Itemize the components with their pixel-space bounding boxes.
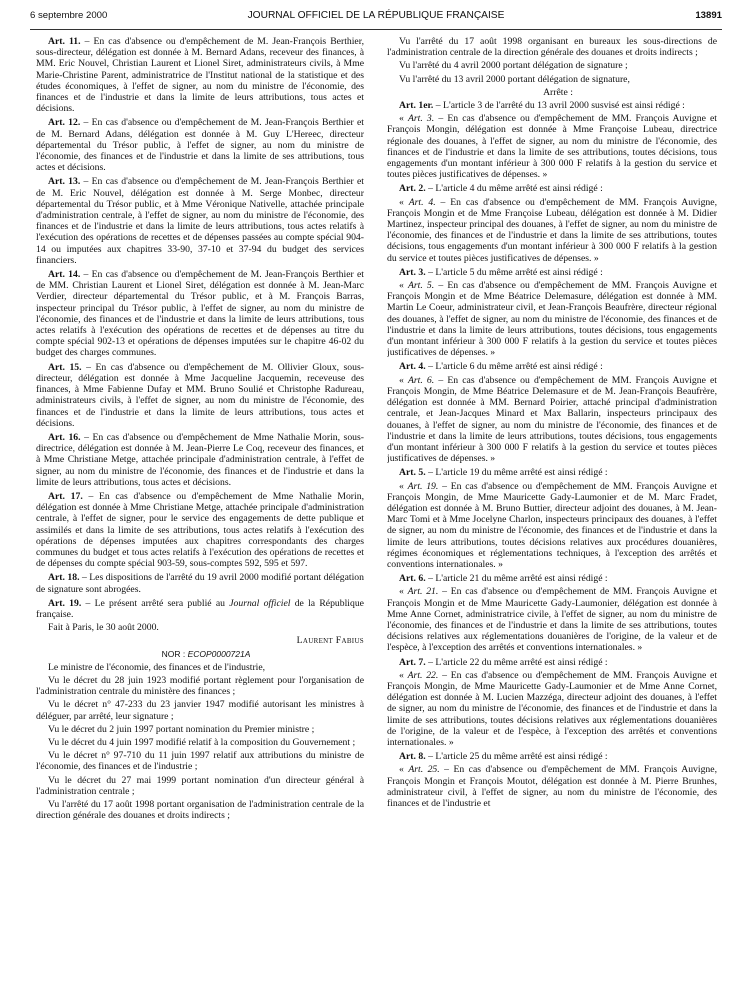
article-paragraph: [36, 491, 364, 569]
article-text: – En cas d'absence ou d'empêchement de Mme Nathalie Morin, délégation est donnée à Mme Christiane Metge, attachée principale d'administration centrale, à l'effet de signer, pour le service des engagements de dette publique et assimilés et dans la limite de ses attributions, tous actes relatifs à l'exécution des opérations de dépenses imputées aux chapitres correspondants des charges communes du budget et tous actes relatifs à l'exécution des opérations de recettes et de dépenses du compte spécial 903-59, sous-comptes 592, 595 et 597.: [36, 490, 364, 570]
article-paragraph: [36, 117, 364, 173]
article-label: Art. 13.: [48, 176, 81, 188]
page-header: [30, 10, 722, 26]
article-text: – En cas d'absence ou d'empêchement de M. Jean-François Berthier et de M. Bernard Adans, délégation est donnée à M. Guy L'Hereec, directeur départemental du Trésor public, à l'effet de signer, au nom du ministre de l'économie, des finances et de l'industrie et dans la limite de ses attributions, tous actes et décisions.: [36, 117, 364, 174]
quoted-text: – En cas d'absence ou d'empêchement de MM. François Auvigne, François Mongin et de Mme Françoise Lubeau, délégation est donnée à M. Didier Martinez, inspecteur principal des douanes, à l'effet de signer, au nom du ministre de l'économie, des finances et de l'industrie et dans la limite de ses attributions, toutes décisions, tous engagements d'un montant inférieur à 300 000 F relatifs à la gestion du service et toutes pièces justificatives de dépenses. »: [387, 196, 717, 264]
visa: Vu l'arrêté du 4 avril 2000 portant délégation de signature ;: [399, 60, 628, 72]
journal-title: JOURNAL OFFICIEL DE LA RÉPUBLIQUE FRANÇAISE: [247, 10, 505, 21]
signature: Laurent Fabius: [296, 635, 364, 647]
visa: Vu le décret du 4 juin 1997 modifié relatif à la composition du Gouvernement ;: [48, 736, 356, 748]
right-column: [387, 36, 717, 988]
article-text: – En cas d'absence ou d'empêchement de M. Jean-François Berthier et de MM. Christian Laurent et Lionel Siret, délégation est donnée à M. Jean-Marc Verdier, directeur départemental du Trésor public, et à M. François Barras, inspecteur principal du Trésor public, à l'effet de signer, au nom du ministre de l'économie, des finances et de l'industrie et dans la limite de leurs attributions, tous actes relatifs à l'exécution des opérations de recettes et de dépenses au titre du compte spécial 902-13 et opérations de dépenses imputées sur le chapitre 46-02 du budget des charges communes.: [36, 269, 364, 359]
nor-label: NOR :: [161, 648, 188, 659]
article-paragraph: [36, 598, 364, 620]
article-quote: « Art. 5. – En cas d'absence ou d'empêchement de MM. François Auvigne et François Mongin et de Mme Béatrice Delemasure, délégation est donnée à MM. Martin Le Coeur, administrateur civil, et Jean-François Beaufrère, directeur régional des douanes, à l'effet de signer, au nom du ministre de l'économie, des finances et de l'industrie et dans la limite de leurs attributions, toutes décisions, tous engagements d'un montant inférieur à 300 000 F relatifs à la gestion du service et toutes pièces justificatives de dépenses. »: [387, 280, 717, 359]
article-intro: [387, 573, 717, 584]
article-label: Art. 16.: [48, 431, 81, 443]
article-text: – L'article 5 du même arrêté est ainsi rédigé :: [425, 266, 603, 278]
article-label: Art. 4.: [399, 361, 426, 373]
visa: Vu le décret du 28 juin 1923 modifié portant règlement pour l'organisation de l'administration centrale du ministère des finances ;: [36, 674, 364, 698]
nor-code: ECOP0000721A: [187, 648, 251, 659]
article-quote: « Art. 21. – En cas d'absence ou d'empêchement de MM. François Auvigne et François Mongin et de Mme Mauricette Gady-Laumonier, délégation est donnée à Mme Anne Cornet, administratrice civile, à l'effet de signer, au nom du ministre de l'économie, des finances et de l'industrie et dans la limite de ses attributions, toutes décisions relatives aux réglementations douanières de l'origine, de la valeur et de l'espèce, à l'exception des arrêtés et conventions internationales. »: [387, 586, 717, 654]
left-column: [36, 36, 364, 988]
article-quote: « Art. 6. – En cas d'absence ou d'empêchement de MM. François Auvigne et François Mongin, de Mme Béatrice Delemasure et de M. Jean-François Beaufrère, délégation est donnée à MM. Bernard Poirier, attaché principal d'administration centrale, et Jean-Jacques Minard et Max Ballarin, inspecteurs principaux des douanes, à l'effet de signer, au nom du ministre de l'économie, des finances et de l'industrie et dans la limite de leurs attributions, toutes décisions, tous engagements d'un montant inférieur à 300 000 F relatifs à la gestion du service et toutes pièces justificatives de dépenses. »: [387, 374, 717, 465]
visa: Vu le décret n° 47-233 du 23 janvier 1947 modifié autorisant les ministres à déléguer, par arrêté, leur signature ;: [36, 699, 364, 722]
journal-officiel-italic: Journal officiel: [229, 597, 291, 609]
quoted-text: – En cas d'absence ou d'empêchement de MM. François Auvigne et François Mongin, délégation est donnée à Mme Françoise Lubeau, directrice régionale des douanes, à l'effet de signer, au nom du ministre de l'économie, des finances et de l'industrie et dans la limite de ses attributions, toutes décisions, tous engagements d'un montant inférieur à 300 000 F relatifs à la gestion du service et toutes pièces justificatives de dépenses. »: [387, 113, 717, 181]
article-quote: « Art. 19. – En cas d'absence ou d'empêchement de MM. François Auvigne et François Mongin, de Mme Mauricette Gady-Laumonier et de M. Marc Fradet, délégation est donnée à M. Bruno Buttier, directeur adjoint des douanes, à M. Jean-Marc Tomi et à Mme Jocelyne Charlon, inspecteurs principaux des douanes, à l'effet de signer, au nom du ministre de l'économie, des finances et de l'industrie et dans la limite de leurs attributions, toutes décisions relatives aux procédures douanières, régimes économiques et réglementations techniques, à l'exception des arrêtés et conventions internationales. »: [387, 480, 717, 570]
quoted-text: – En cas d'absence ou d'empêchement de MM. François Auvigne et François Mongin, de Mme Mauricette Gady-Laumonier et de Mme Anne Cornet, délégation est donnée à M. Lucien Mazzéga, directeur adjoint des douanes, à l'effet de signer, au nom du ministre de l'économie, des finances et de l'industrie et dans la limite de ses attributions, toutes décisions relatives aux réglementations douanières de l'origine, de la valeur et de l'espèce, à l'exception des arrêtés et conventions internationales. »: [387, 669, 717, 748]
visa: Vu l'arrêté du 13 avril 2000 portant délégation de signature,: [399, 73, 630, 85]
article-intro: [387, 467, 717, 478]
article-intro: [387, 751, 717, 762]
quoted-article-label: Art. 19.: [407, 480, 439, 492]
article-label: Art. 17.: [48, 490, 83, 502]
article-intro: [387, 657, 717, 668]
article-text: – L'article 4 du même arrêté est ainsi rédigé :: [425, 183, 603, 195]
quoted-article-label: Art. 5.: [407, 280, 435, 292]
article-label: Art. 6.: [399, 573, 426, 585]
article-label: Art. 7.: [399, 656, 426, 668]
article-paragraph: [36, 362, 364, 429]
header-rule: [30, 29, 722, 30]
visa: Vu le décret du 27 mai 1999 portant nomination d'un directeur général à l'administration centrale ;: [36, 774, 364, 797]
quoted-article-label: Art. 6.: [407, 374, 435, 386]
article-label: Art. 3.: [399, 266, 426, 278]
quoted-text: – En cas d'absence ou d'empêchement de MM. François Auvigne et François Mongin, de Mme Béatrice Delemasure et de M. Jean-François Beaufrère, délégation est donnée à MM. Bernard Poirier, attaché principal d'administration centrale, et Jean-Jacques Minard et Max Ballarin, inspecteurs principaux des douanes, à l'effet de signer, au nom du ministre de l'économie, des finances et de l'industrie et dans la limite de leurs attributions, toutes décisions, tous engagements d'un montant inférieur à 300 000 F relatifs à la gestion du service et toutes pièces justificatives de dépenses. »: [387, 374, 717, 465]
article-text: – Le présent arrêté sera publié au: [81, 597, 230, 609]
article-text: – L'article 25 du même arrêté est ainsi rédigé :: [425, 751, 608, 763]
quoted-article-label: Art. 25.: [408, 764, 440, 776]
quoted-article-label: Art. 21.: [407, 586, 439, 598]
left-articles: [36, 36, 364, 620]
article-label: Art. 14.: [48, 269, 81, 281]
publication-date: 6 septembre 2000: [30, 10, 108, 21]
quoted-text: – En cas d'absence ou d'empêchement de MM. François Auvigne et François Mongin et de Mme Béatrice Delemasure, délégation est donnée à MM. Martin Le Coeur, administrateur civil, et Jean-François Beaufrère, directeur régional des douanes, à l'effet de signer, au nom du ministre de l'économie, des finances et de l'industrie et dans la limite de leurs attributions, toutes décisions, tous engagements d'un montant inférieur à 300 000 F relatifs à la gestion du service et toutes pièces justificatives de dépenses. »: [387, 280, 717, 359]
quoted-article-label: Art. 3.: [407, 113, 435, 125]
article-text: – En cas d'absence ou d'empêchement de M. Jean-François Berthier et de M. Eric Nouvel, délégation est donnée à M. Serge Monbec, directeur départemental du Trésor public, et à Mme Véronique Nativelle, attachée principale d'administration centrale, à l'effet de signer, au nom du ministre de l'économie, des finances et de l'industrie et dans la limite de leurs attributions, tous actes relatifs à l'exécution des opérations de recettes et de dépenses passées au compte spécial 904-14 ou imputées aux chapitres 33-90, 37-10 et 37-94 du budget des services financiers.: [36, 176, 364, 266]
article-text: – L'article 21 du même arrêté est ainsi rédigé :: [425, 573, 608, 585]
article-label: Art. 11.: [48, 36, 81, 47]
article-label: Art. 12.: [48, 117, 81, 129]
article-paragraph: [36, 572, 364, 594]
page-number: 13891: [695, 10, 722, 21]
article-label: Art. 2.: [399, 183, 426, 195]
article-quote: « Art. 25. – En cas d'absence ou d'empêchement de MM. François Auvigne, François Mongin et François Moutot, délégation est donnée à M. Pierre Brunhes, administrateur civil, à l'effet de signer, au nom du ministre de l'économie, des finances et de l'industrie et: [387, 764, 717, 809]
visa: Vu le décret n° 97-710 du 11 juin 1997 relatif aux attributions du ministre de l'économie, des finances et de l'industrie ;: [36, 750, 364, 773]
visa: Vu le décret du 2 juin 1997 portant nomination du Premier ministre ;: [48, 723, 315, 735]
right-visas: [387, 36, 717, 85]
article-paragraph: [36, 432, 364, 488]
article-text: – En cas d'absence ou d'empêchement de M. Ollivier Gloux, sous-directeur, délégation est donnée à Mme Jacqueline Jacquemin, receveuse des finances, à Mme Fabienne Dufay et MM. Bruno Soulié et Christophe Radureau, administrateurs civils, à l'effet de signer, au nom du ministre de l'économie, des finances et de l'industrie et dans la limite de leurs attributions, tous actes et décisions.: [36, 361, 364, 429]
article-text: – L'article 6 du même arrêté est ainsi rédigé :: [425, 361, 603, 373]
visa: Vu l'arrêté du 17 août 1998 organisant en bureaux les sous-directions de l'administration centrale de la direction générale des douanes et droits indirects ;: [387, 36, 717, 59]
article-intro: [387, 183, 717, 194]
article-text: – L'article 22 du même arrêté est ainsi rédigé :: [425, 656, 608, 668]
article-paragraph: [36, 36, 364, 114]
article-text: – L'article 19 du même arrêté est ainsi rédigé :: [425, 467, 608, 479]
article-paragraph: [36, 176, 364, 266]
article-label: Art. 18.: [48, 572, 80, 584]
article-quote: « Art. 22. – En cas d'absence ou d'empêchement de MM. François Auvigne et François Mongin, de Mme Mauricette Gady-Laumonier et de Mme Anne Cornet, délégation est donnée à M. Lucien Mazzéga, directeur adjoint des douanes, à l'effet de signer, au nom du ministre de l'économie, des finances et de l'industrie et dans la limite de ses attributions, toutes décisions relatives aux réglementations douanières de l'origine, de la valeur et de l'espèce, à l'exception des arrêtés et conventions internationales. »: [387, 669, 717, 748]
article-text: – L'article 3 de l'arrêté du 13 avril 2000 susvisé est ainsi rédigé :: [433, 100, 685, 112]
article-intro: [387, 100, 717, 111]
left-visas: [36, 675, 364, 821]
nor-reference: [36, 649, 364, 660]
done-at-line: Fait à Paris, le 30 août 2000.: [48, 622, 159, 634]
article-label: Art. 15.: [48, 361, 82, 373]
article-paragraph: [36, 269, 364, 359]
arrete-heading: Arrête :: [543, 86, 573, 98]
article-quote: « Art. 4. – En cas d'absence ou d'empêchement de MM. François Auvigne, François Mongin et de Mme Françoise Lubeau, délégation est donnée à M. Didier Martinez, inspecteur principal des douanes, à l'effet de signer, au nom du ministre de l'économie, des finances et de l'industrie et dans la limite de ses attributions, toutes décisions, tous engagements d'un montant inférieur à 300 000 F relatifs à la gestion du service et toutes pièces justificatives de dépenses. »: [387, 196, 717, 264]
quoted-text: – En cas d'absence ou d'empêchement de MM. François Auvigne et François Mongin et de Mme Mauricette Gady-Laumonier, délégation est donnée à Mme Anne Cornet, administratrice civile, à l'effet de signer, au nom du ministre de l'économie, des finances et de l'industrie et dans la limite de ses attributions, toutes décisions relatives aux réglementations douanières de l'origine, de la valeur et de l'espèce, à l'exception des arrêtés et conventions internationales. »: [387, 586, 717, 654]
article-text: – Les dispositions de l'arrêté du 19 avril 2000 modifié portant délégation de signature sont abrogées.: [36, 572, 364, 595]
article-intro: [387, 361, 717, 372]
article-text: – En cas d'absence ou d'empêchement de Mme Nathalie Morin, sous-directrice, délégation est donnée à M. Jean-Pierre Le Coq, receveur des finances, et à Mme Christiane Metge, attachée principale d'administration centrale, à l'effet de signer, au nom du ministre de l'économie, des finances et de l'industrie et dans la limite de leurs attributions, tous actes et décisions.: [36, 431, 364, 488]
quoted-text: – En cas d'absence ou d'empêchement de MM. François Auvigne, François Mongin et François Moutot, délégation est donnée à M. Pierre Brunhes, administrateur civil, à l'effet de signer, au nom du ministre de l'économie, des finances et de l'industrie et: [387, 764, 717, 809]
article-label: Art. 19.: [48, 597, 82, 609]
article-quote: « Art. 3. – En cas d'absence ou d'empêchement de MM. François Auvigne et François Mongin, délégation est donnée à Mme Françoise Lubeau, directrice régionale des douanes, à l'effet de signer, au nom du ministre de l'économie, des finances et de l'industrie et dans la limite de ses attributions, toutes décisions, tous engagements d'un montant inférieur à 300 000 F relatifs à la gestion du service et toutes pièces justificatives de dépenses. »: [387, 113, 717, 181]
visa: Vu l'arrêté du 17 août 1998 portant organisation de l'administration centrale de la direction générale des douanes et droits indirects ;: [36, 799, 364, 822]
article-label: Art. 1er.: [399, 100, 434, 112]
article-text: de la République française.: [36, 597, 364, 620]
article-text: – En cas d'absence ou d'empêchement de M. Jean-François Berthier, sous-directeur, délégation est donnée à M. Bernard Adans, receveur des finances, à MM. Eric Nouvel, Christian Laurent et Lionel Siret, administrateurs civils, à Mme Marie-Christine Parent, administratrice de l'Institut national de la statistique et des études économiques, à l'effet de signer, au nom du ministre de l'économie, des finances et de l'industrie et dans la limite de leurs attributions, tous actes et décisions.: [36, 36, 364, 115]
article-intro: [387, 267, 717, 278]
quoted-text: – En cas d'absence ou d'empêchement de MM. François Auvigne et François Mongin, de Mme Mauricette Gady-Laumonier et de M. Marc Fradet, délégation est donnée à M. Bruno Buttier, directeur adjoint des douanes, à M. Jean-Marc Tomi et à Mme Jocelyne Charlon, inspecteurs principaux des douanes, à l'effet de signer, au nom du ministre de l'économie, des finances et de l'industrie et dans la limite de leurs attributions, toutes décisions relatives aux procédures douanières, régimes économiques et réglementations techniques, à l'exception des arrêtés et conventions internationales. »: [387, 480, 717, 570]
minister-intro: Le ministre de l'économie, des finances et de l'industrie,: [48, 661, 266, 673]
article-label: Art. 8.: [399, 751, 426, 763]
right-articles: [387, 100, 717, 809]
quoted-article-label: Art. 22.: [407, 669, 439, 681]
article-label: Art. 5.: [399, 467, 426, 479]
quoted-article-label: Art. 4.: [408, 196, 436, 208]
